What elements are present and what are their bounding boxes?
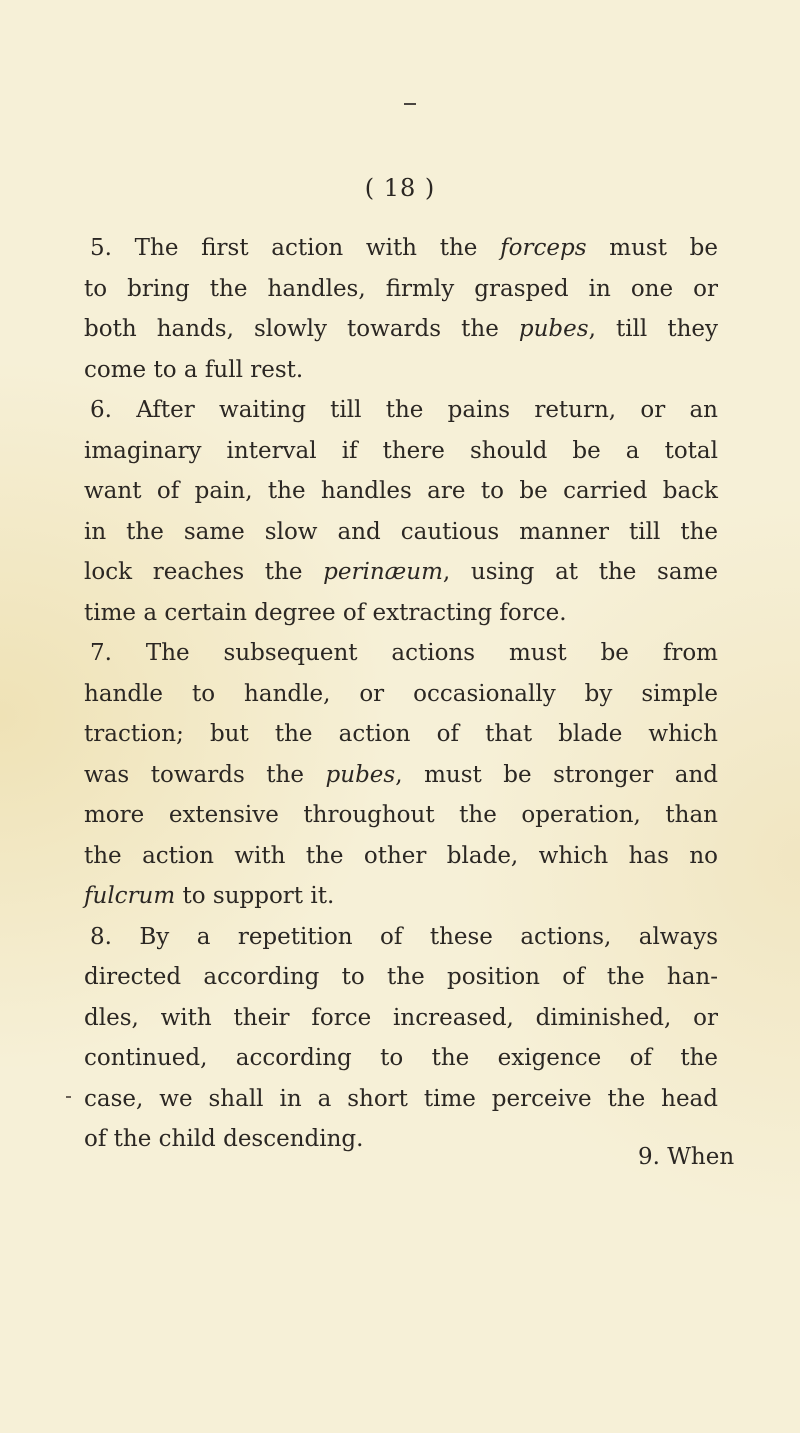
text-line: imaginary interval if there should be a total — [84, 437, 718, 464]
margin-mark — [66, 1096, 71, 1098]
text-line: case, we shall in a short time perceive the head — [84, 1085, 718, 1112]
text-line: of the child descending. — [84, 1126, 364, 1152]
text-line: the action with the other blade, which has no — [84, 842, 718, 869]
text-line: handle to handle, or occasionally by simple — [84, 680, 718, 707]
text-line: fulcrum to support it. — [84, 883, 335, 909]
text-line: 7. The subsequent actions must be from — [90, 640, 718, 666]
text-line: dles, with their force increased, diminished, or — [84, 1004, 718, 1031]
text-line: both hands, slowly towards the pubes, till they — [84, 316, 719, 342]
text-line: to bring the handles, firmly grasped in one or — [84, 275, 718, 302]
text-line: continued, according to the exigence of the — [84, 1045, 718, 1071]
text-line: 5. The first action with the forceps must be — [90, 235, 719, 261]
text-line: 8. By a repetition of these actions, always — [90, 923, 718, 950]
text-line: lock reaches the perinæum, using at the same — [84, 559, 718, 585]
body-text — [84, 228, 718, 1160]
catchword: 9. When — [638, 1144, 735, 1170]
text-line: directed according to the position of the han- — [84, 964, 718, 990]
text-line: more extensive throughout the operation, than — [84, 802, 718, 828]
page-number: ( 18 ) — [364, 174, 436, 202]
text-line: in the same slow and cautious manner till the — [84, 518, 718, 545]
text-line: traction; but the action of that blade which — [84, 721, 718, 747]
text-line: time a certain degree of extracting force. — [84, 599, 567, 626]
text-line: come to a full rest. — [84, 356, 304, 383]
top-dash-mark — [404, 103, 416, 105]
text-line: was towards the pubes, must be stronger and — [84, 761, 718, 788]
text-line: want of pain, the handles are to be carried back — [84, 478, 718, 504]
text-line: 6. After waiting till the pains return, or an — [90, 397, 718, 423]
